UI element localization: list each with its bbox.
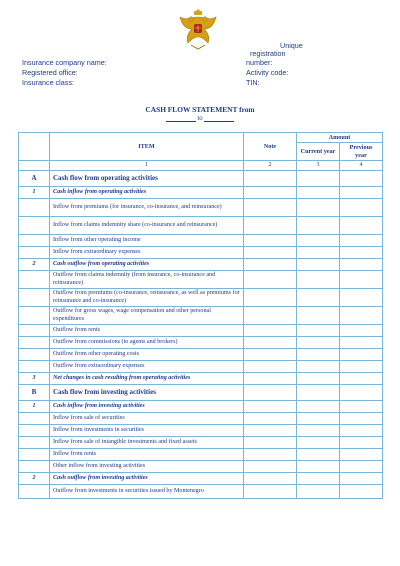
row-item-cell: Outflow from investments in securities issued by Montenegro [50, 485, 244, 499]
row-note-cell [244, 401, 297, 413]
row-current-cell [297, 485, 340, 499]
row-previous-cell [340, 337, 383, 349]
row-note-cell [244, 271, 297, 289]
row-note-cell [244, 373, 297, 385]
row-current-cell [297, 425, 340, 437]
table-row [19, 373, 383, 385]
row-code-cell [19, 325, 50, 337]
registered-office-label: Registered office: [22, 68, 78, 77]
row-note-cell [244, 289, 297, 307]
row-item-cell: Other inflow from investing activities [50, 461, 244, 473]
row-current-cell [297, 259, 340, 271]
index-item-cell: 1 [50, 161, 244, 171]
row-code-cell [19, 449, 50, 461]
row-item-cell: Outflow for gross wages, wage compensation and other personal expenditures [50, 307, 244, 325]
row-previous-cell [340, 437, 383, 449]
row-item-cell: Outflow from premiums (co-insurance, reinsurance, as well as premiums for reinsurance and co-insurance) [50, 289, 244, 307]
row-code-cell: 2 [19, 473, 50, 485]
row-code-cell: 2 [19, 259, 50, 271]
table-row [19, 349, 383, 361]
table-row [19, 337, 383, 349]
row-item-cell: Net changes in cash resulting from operating activities [50, 373, 244, 385]
row-previous-cell [340, 413, 383, 425]
table-row [19, 271, 383, 289]
row-code-cell [19, 485, 50, 499]
row-previous-cell [340, 235, 383, 247]
row-item-cell: Inflow from other operating income [50, 235, 244, 247]
row-current-cell [297, 199, 340, 217]
document-title: CASH FLOW STATEMENT from [145, 105, 255, 114]
table-row [19, 425, 383, 437]
row-note-cell [244, 337, 297, 349]
table-row [19, 361, 383, 373]
activity-code-label: Activity code: [246, 68, 289, 77]
row-current-cell [297, 385, 340, 401]
table-row [19, 217, 383, 235]
row-previous-cell [340, 187, 383, 199]
tin-label: TIN: [246, 78, 260, 87]
index-previous-cell: 4 [340, 161, 383, 171]
row-previous-cell [340, 361, 383, 373]
insurance-class-label: Insurance class: [22, 78, 74, 87]
row-code-cell [19, 437, 50, 449]
row-note-cell [244, 385, 297, 401]
coat-of-arms-emblem [176, 5, 220, 51]
row-note-cell [244, 449, 297, 461]
row-note-cell [244, 485, 297, 499]
row-current-cell [297, 473, 340, 485]
amount-header: Amount [297, 133, 383, 143]
row-note-cell [244, 461, 297, 473]
row-current-cell [297, 401, 340, 413]
row-code-cell: 1 [19, 401, 50, 413]
period-line [0, 115, 400, 122]
row-current-cell [297, 217, 340, 235]
table-row [19, 401, 383, 413]
previous-year-header: Previous year [340, 143, 383, 161]
row-item-cell: Inflow from extraordinary expenses [50, 247, 244, 259]
index-current-cell: 3 [297, 161, 340, 171]
row-current-cell [297, 461, 340, 473]
row-code-cell [19, 289, 50, 307]
period-to-label: to [197, 115, 203, 122]
row-previous-cell [340, 401, 383, 413]
row-previous-cell [340, 199, 383, 217]
cash-flow-table [18, 132, 383, 499]
table-row [19, 473, 383, 485]
row-current-cell [297, 307, 340, 325]
row-current-cell [297, 289, 340, 307]
table-row [19, 325, 383, 337]
row-item-cell: Inflow from premiums (for insurance, co-insurance, and reinsurance) [50, 199, 244, 217]
row-item-cell: Outflow from rents [50, 325, 244, 337]
row-previous-cell [340, 259, 383, 271]
table-row [19, 461, 383, 473]
row-previous-cell [340, 289, 383, 307]
row-previous-cell [340, 271, 383, 289]
row-item-cell: Inflow from claims indemnity share (co-insurance and reinsurance) [50, 217, 244, 235]
row-note-cell [244, 171, 297, 187]
item-header: ITEM [50, 133, 244, 161]
row-current-cell [297, 325, 340, 337]
table-row [19, 385, 383, 401]
row-item-cell: Cash inflow from operating activities [50, 187, 244, 199]
period-from-blank [166, 115, 196, 122]
company-name-label: Insurance company name: [22, 58, 107, 67]
row-current-cell [297, 247, 340, 259]
row-current-cell [297, 373, 340, 385]
row-note-cell [244, 325, 297, 337]
table-row [19, 449, 383, 461]
row-note-cell [244, 187, 297, 199]
row-current-cell [297, 235, 340, 247]
note-header: Note [244, 133, 297, 161]
row-note-cell [244, 199, 297, 217]
row-code-cell: 3 [19, 373, 50, 385]
row-note-cell [244, 473, 297, 485]
row-code-cell [19, 271, 50, 289]
row-item-cell: Outflow from extraordinary expenses [50, 361, 244, 373]
row-current-cell [297, 449, 340, 461]
row-previous-cell [340, 425, 383, 437]
row-item-cell: Cash outflow from operating activities [50, 259, 244, 271]
row-previous-cell [340, 461, 383, 473]
row-previous-cell [340, 349, 383, 361]
table-row [19, 199, 383, 217]
row-item-cell: Cash outflow from investing activities [50, 473, 244, 485]
row-previous-cell [340, 485, 383, 499]
row-current-cell [297, 413, 340, 425]
row-current-cell [297, 271, 340, 289]
table-row [19, 235, 383, 247]
table-row [19, 485, 383, 499]
row-code-cell [19, 247, 50, 259]
row-previous-cell [340, 171, 383, 187]
row-note-cell [244, 259, 297, 271]
row-previous-cell [340, 473, 383, 485]
row-current-cell [297, 437, 340, 449]
index-note-cell: 2 [244, 161, 297, 171]
code-header [19, 133, 50, 161]
row-previous-cell [340, 217, 383, 235]
row-item-cell: Cash inflow from investing activities [50, 401, 244, 413]
row-note-cell [244, 247, 297, 259]
row-code-cell [19, 361, 50, 373]
row-current-cell [297, 187, 340, 199]
row-code-cell: B [19, 385, 50, 401]
row-code-cell [19, 217, 50, 235]
row-note-cell [244, 425, 297, 437]
row-item-cell: Outflow from commissions (to agents and brokers) [50, 337, 244, 349]
table-row [19, 259, 383, 271]
number-label: number: [246, 58, 273, 67]
row-code-cell [19, 349, 50, 361]
row-code-cell [19, 199, 50, 217]
index-code-cell [19, 161, 50, 171]
row-current-cell [297, 171, 340, 187]
row-note-cell [244, 437, 297, 449]
row-code-cell [19, 461, 50, 473]
row-code-cell: A [19, 171, 50, 187]
registration-label: registration [250, 49, 286, 58]
row-item-cell: Inflow from investments in securities [50, 425, 244, 437]
table-row [19, 247, 383, 259]
row-code-cell [19, 307, 50, 325]
table-row [19, 289, 383, 307]
row-item-cell: Outflow from other operating costs [50, 349, 244, 361]
row-previous-cell [340, 449, 383, 461]
table-row [19, 187, 383, 199]
row-note-cell [244, 217, 297, 235]
row-note-cell [244, 361, 297, 373]
row-item-cell: Outflow from claims indemnity (from insurance, co-insurance and reinsurance) [50, 271, 244, 289]
row-previous-cell [340, 385, 383, 401]
table-body [19, 171, 383, 499]
period-to-blank [204, 115, 234, 122]
row-current-cell [297, 361, 340, 373]
row-note-cell [244, 413, 297, 425]
table-row [19, 307, 383, 325]
row-item-cell: Cash flow from operating activities [50, 171, 244, 187]
table-row [19, 413, 383, 425]
table-row [19, 171, 383, 187]
row-previous-cell [340, 373, 383, 385]
row-current-cell [297, 337, 340, 349]
row-code-cell [19, 337, 50, 349]
row-note-cell [244, 307, 297, 325]
row-code-cell [19, 413, 50, 425]
row-code-cell: 1 [19, 187, 50, 199]
row-note-cell [244, 235, 297, 247]
row-previous-cell [340, 247, 383, 259]
current-year-header: Current year [297, 143, 340, 161]
row-code-cell [19, 235, 50, 247]
row-item-cell: Cash flow from investing activities [50, 385, 244, 401]
unique-label: Unique [280, 41, 303, 50]
table-row [19, 437, 383, 449]
row-note-cell [244, 349, 297, 361]
row-current-cell [297, 349, 340, 361]
row-item-cell: Inflow from sale of intangible investments and fixed assets [50, 437, 244, 449]
row-item-cell: Inflow from rents [50, 449, 244, 461]
row-code-cell [19, 425, 50, 437]
row-previous-cell [340, 307, 383, 325]
row-previous-cell [340, 325, 383, 337]
row-item-cell: Inflow from sale of securities [50, 413, 244, 425]
